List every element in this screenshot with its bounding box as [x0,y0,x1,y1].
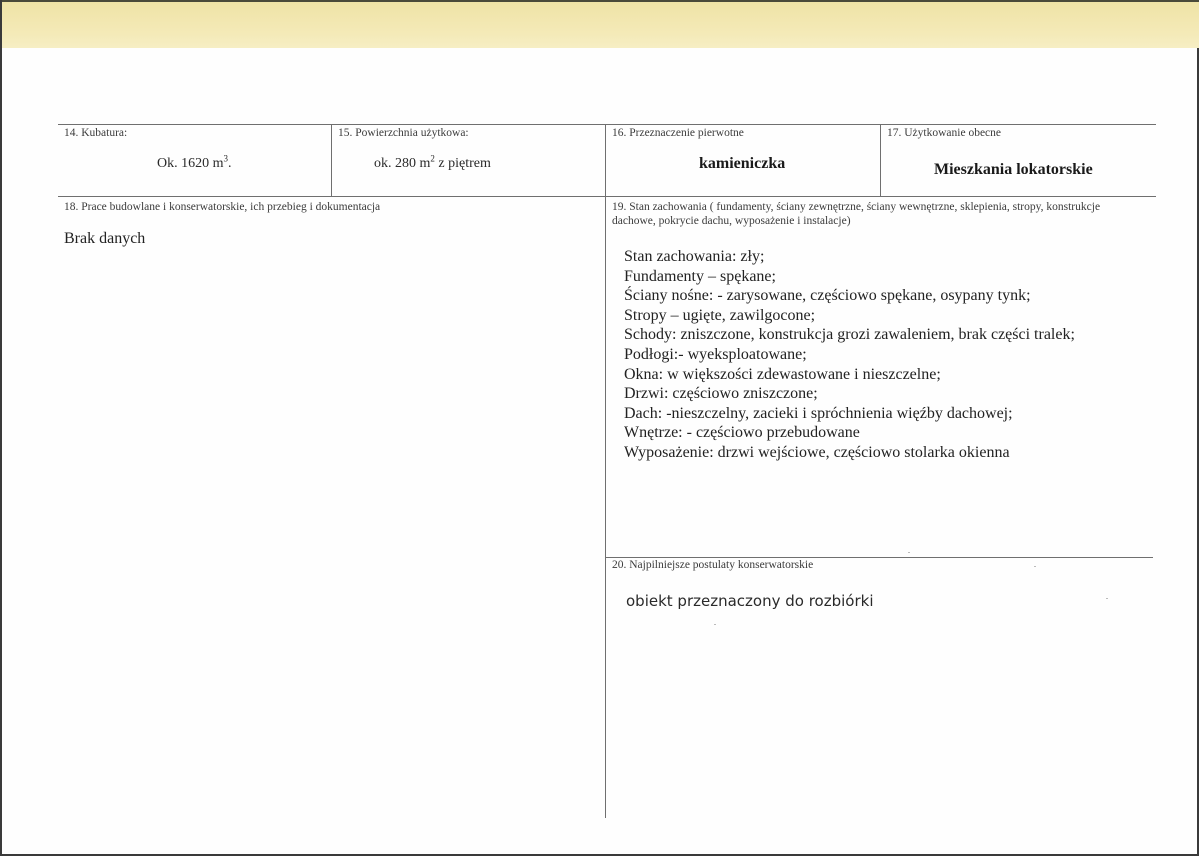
stan-item: Podłogi:- wyeksploatowane; [624,345,807,363]
scan-speck [908,552,910,553]
row-divider-rule [58,196,1156,197]
stan-item: Stan zachowania: zły; [624,248,765,265]
prace-label: 18. Prace budowlane i konserwatorskie, ich przebieg i dokumentacja [64,201,381,213]
stan-condition-list [624,247,1075,463]
stan-item: Schody: zniszczone, konstrukcja grozi zawaleniem, brak części tralek; [624,326,1075,344]
prace-value: Brak danych [64,230,146,247]
przeznaczenie-label: 16. Przeznaczenie pierwotne [612,127,744,139]
table-top-rule [58,124,1156,125]
stan-item: Dach: -nieszczelny, zacieki i spróchnienia więźby dachowej; [624,404,1013,422]
scanned-paper-edge [2,0,1199,48]
scan-speck [1106,598,1108,599]
stan-label: 19. Stan zachowania ( fundamenty, ściany zewnętrzne, ściany wewnętrzne, sklepienia, stropy, konstrukcje dachowe, pokrycie dachu, wyposażenie i instalacje) [612,201,1101,227]
scan-speck [1034,566,1036,567]
uzytkowanie-value: Mieszkania lokatorskie [934,161,1093,178]
kubatura-label: 14. Kubatura: [64,127,128,139]
stan-item: Ściany nośne: - zarysowane, częściowo spękane, osypany tynk; [624,287,1031,305]
stan-item: Fundamenty – spękane; [624,267,776,285]
uzytkowanie-label: 17. Użytkowanie obecne [887,127,1002,139]
stan-item: Drzwi: częściowo zniszczone; [624,385,818,403]
column-divider-center [605,124,606,818]
stan-item: Stropy – ugięte, zawilgocone; [624,306,816,324]
stan-item: Okna: w większości zdewastowane i nieszczelne; [624,365,941,383]
postulaty-value: obiekt przeznaczony do rozbiórki [626,592,874,610]
column-divider-3 [880,124,881,196]
scan-speck [714,624,716,625]
powierzchnia-label: 15. Powierzchnia użytkowa: [338,127,469,139]
kubatura-value: Ok. 1620 $m^3$. [157,153,232,171]
stan-item: Wyposażenie: drzwi wejściowe, częściowo stolarka okienna [624,443,1010,461]
postulaty-label: 20. Najpilniejsze postulaty konserwatorskie [612,559,814,571]
column-divider-1 [331,124,332,196]
powierzchnia-value: ok. 280 $m^2$ z piętrem [374,153,491,171]
przeznaczenie-value: kamieniczka [699,155,786,172]
stan-item: Wnętrze: - częściowo przebudowane [624,424,860,442]
